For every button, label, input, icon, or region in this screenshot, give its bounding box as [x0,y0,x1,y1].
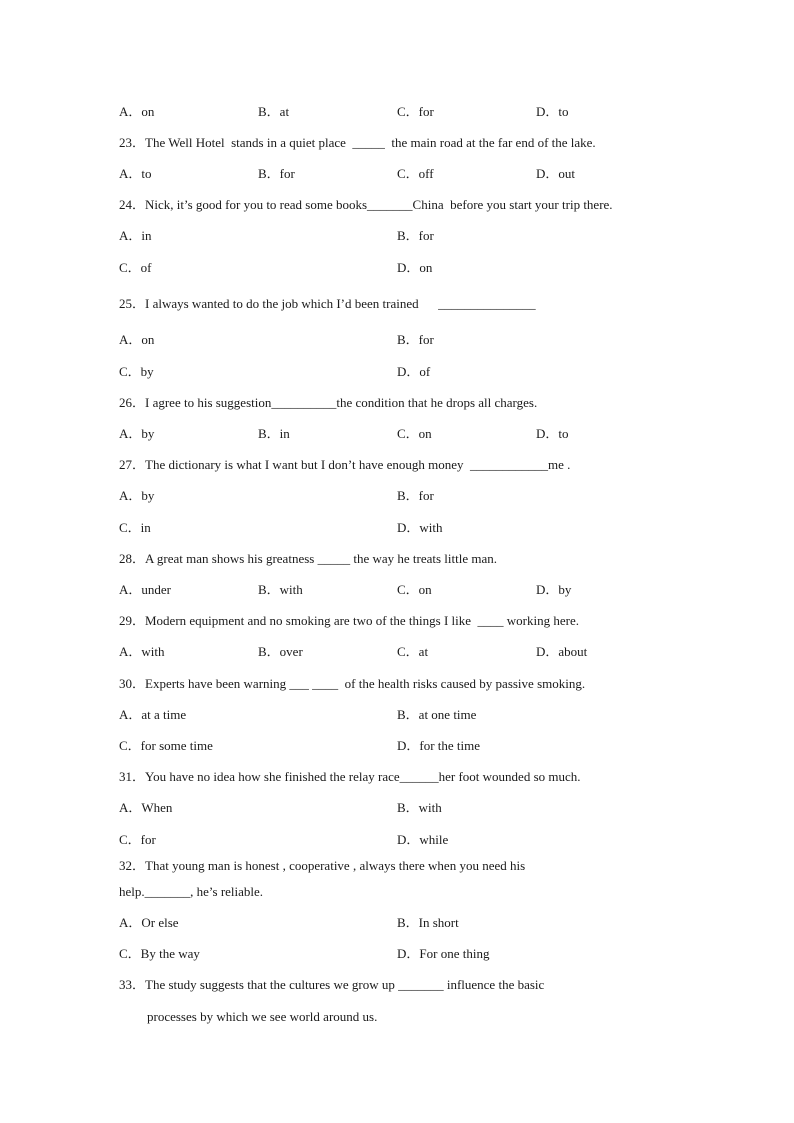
q23-option-b[interactable]: B．for [258,166,295,181]
q28-option-d[interactable]: D．by [536,582,572,597]
q28-option-c[interactable]: C．on [397,582,432,597]
q28-option-b[interactable]: B．with [258,582,303,597]
q25-option-d[interactable]: D．of [397,364,431,379]
q23-option-c[interactable]: C．off [397,166,434,181]
q31-option-b[interactable]: B．with [397,800,442,815]
q25-stem: 25．I always wanted to do the job which I’d been trained _______________ [119,296,536,311]
q25-option-a[interactable]: A．on [119,332,155,347]
q27-option-c[interactable]: C．in [119,520,151,535]
q24-option-d[interactable]: D．on [397,260,433,275]
q30-stem: 30．Experts have been warning ___ ____ of the health risks caused by passive smoking. [119,676,586,691]
q22-option-c[interactable]: C．for [397,104,434,119]
q32-option-d[interactable]: D．For one thing [397,946,490,961]
q27-stem: 27．The dictionary is what I want but I don’t have enough money ____________me . [119,457,571,472]
q24-option-b[interactable]: B．for [397,228,434,243]
q25-option-b[interactable]: B．for [397,332,434,347]
q23-option-d[interactable]: D．out [536,166,576,181]
q24-option-a[interactable]: A．in [119,228,152,243]
q32-stem-line-2: help._______, he’s reliable. [119,884,264,899]
q32-stem-line-1: 32．That young man is honest , cooperative , always there when you need his [119,858,526,873]
q26-option-d[interactable]: D．to [536,426,569,441]
q26-option-b[interactable]: B．in [258,426,290,441]
q31-option-a[interactable]: A．When [119,800,173,815]
q30-option-b[interactable]: B．at one time [397,707,477,722]
q30-option-a[interactable]: A．at a time [119,707,187,722]
q29-option-b[interactable]: B．over [258,644,303,659]
q26-option-a[interactable]: A．by [119,426,155,441]
q29-option-a[interactable]: A．with [119,644,165,659]
q27-option-a[interactable]: A．by [119,488,155,503]
q22-option-b[interactable]: B．at [258,104,290,119]
q24-option-c[interactable]: C．of [119,260,152,275]
q23-option-a[interactable]: A．to [119,166,152,181]
q26-stem: 26．I agree to his suggestion__________the condition that he drops all charges. [119,395,538,410]
q32-option-b[interactable]: B．In short [397,915,459,930]
q22-option-a[interactable]: A．on [119,104,155,119]
q26-option-c[interactable]: C．on [397,426,432,441]
q30-option-d[interactable]: D．for the time [397,738,481,753]
q25-option-c[interactable]: C．by [119,364,154,379]
q24-stem: 24．Nick, it’s good for you to read some books_______China before you start your trip there. [119,197,613,212]
q31-option-c[interactable]: C．for [119,832,156,847]
q27-option-b[interactable]: B．for [397,488,434,503]
q29-option-d[interactable]: D．about [536,644,588,659]
q33-stem-line-2: processes by which we see world around us. [147,1009,378,1024]
q27-option-d[interactable]: D．with [397,520,443,535]
q28-option-a[interactable]: A．under [119,582,171,597]
q23-stem: 23．The Well Hotel stands in a quiet place _____ the main road at the far end of the lake. [119,135,596,150]
q28-stem: 28．A great man shows his greatness _____ the way he treats little man. [119,551,498,566]
q33-stem-line-1: 33．The study suggests that the cultures we grow up _______ influence the basic [119,977,545,992]
q29-stem: 29．Modern equipment and no smoking are two of the things I like ____ working here. [119,613,579,628]
q31-stem: 31．You have no idea how she finished the relay race______her foot wounded so much. [119,769,581,784]
q32-option-c[interactable]: C．By the way [119,946,200,961]
q22-option-d[interactable]: D．to [536,104,569,119]
q31-option-d[interactable]: D．while [397,832,449,847]
q29-option-c[interactable]: C．at [397,644,429,659]
q30-option-c[interactable]: C．for some time [119,738,213,753]
q32-option-a[interactable]: A．Or else [119,915,179,930]
